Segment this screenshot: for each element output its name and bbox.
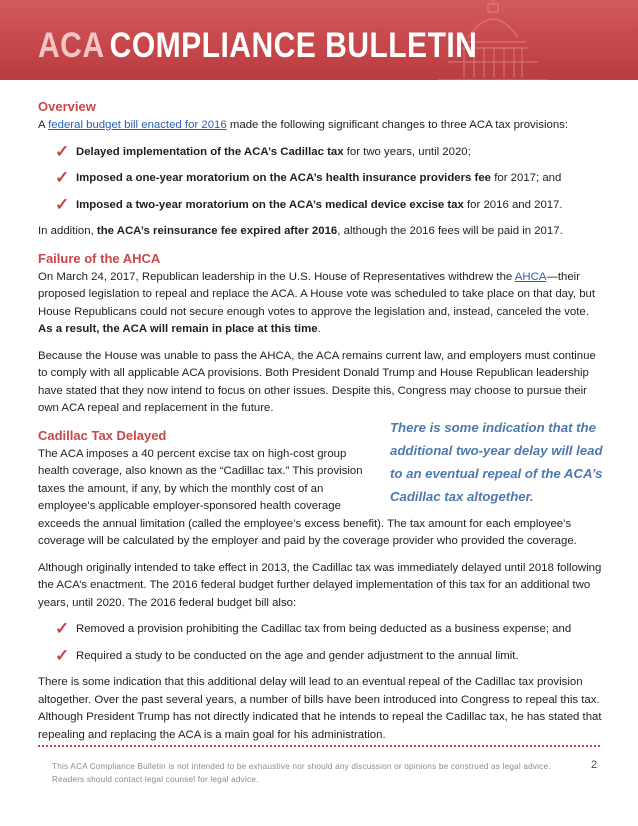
cadillac-paragraph-2: Although originally intended to take effect in 2013, the Cadillac tax was immediately delayed until 2018 following the ACA’s enactment. The 2016 federal budget further delayed implementation of this tax for an additional two years, until 2020. The 2016 federal budget bill also: — [38, 561, 602, 609]
overview-changes-list — [38, 141, 604, 215]
pull-quote: There is some indication that the additional two-year delay will lead to an eventual repeal of the ACA’s Cadillac tax altogether. — [390, 419, 603, 504]
check-icon: ✓ — [55, 194, 70, 214]
footer-divider — [38, 745, 600, 747]
check-icon: ✓ — [55, 619, 70, 638]
overview-heading: Overview — [38, 99, 96, 114]
budget-bill-list — [38, 621, 604, 665]
title-prefix: ACA — [38, 26, 105, 65]
budget-bill-link[interactable]: federal budget bill enacted for 2016 — [48, 119, 227, 131]
check-icon: ✓ — [55, 141, 70, 161]
failure-paragraph-2: Because the House was unable to pass the AHCA, the ACA remains current law, and employers must continue to comply with all applicable ACA provisions. Both President Donald Trump and House Republican leadership have stated that they now intend to focus on other issues. Despite this, Congress may choose to pursue their own ACA repeal and replacement in the future. — [38, 349, 596, 414]
overview-intro: A federal budget bill enacted for 2016 made the following significant changes to three ACA tax provisions: — [38, 119, 569, 131]
list-item: ✓ Imposed a two-year moratorium on the ACA’s medical device excise tax for 2016 and 2017. — [55, 194, 563, 214]
cadillac-heading: Cadillac Tax Delayed — [38, 427, 167, 443]
cadillac-section — [38, 419, 604, 516]
list-item: ✓ Delayed implementation of the ACA’s Cadillac tax for two years, until 2020; — [55, 141, 471, 161]
page-number: 2 — [591, 759, 598, 771]
title-rest: COMPLIANCE BULLETIN — [109, 26, 478, 65]
cadillac-intro-column — [38, 427, 378, 516]
list-item: ✓ Required a study to be conducted on the age and gender adjustment to the annual limit. — [55, 645, 519, 665]
check-icon: ✓ — [55, 645, 70, 665]
failure-paragraph-1: On March 24, 2017, Republican leadership in the U.S. House of Representatives withdrew the AHCA—their proposed legislation to repeal and replace the ACA. A House vote was scheduled to take place on that day, but House Republicans could not secure enough votes to approve the legislation and, instead, canceled the vote. As a result, the ACA will remain in place at this time. — [38, 270, 596, 335]
footer-disclaimer: This ACA Compliance Bulletin is not intended to be exhaustive nor should any discussion or opinions be construed as legal advice. Readers should contact legal counsel for legal advice. — [52, 762, 551, 784]
header-banner — [0, 0, 638, 80]
cadillac-paragraph-3: There is some indication that this additional delay will lead to an eventual repeal of the Cadillac tax provision altogether. Over the past several years, a number of bills have been introduced into Congress to repeal this tax. Although President Trump has not directly indicated that he intends to repeal the Cadillac tax, he has stated that repealing and replacing the ACA is a main goal for his administration. — [38, 676, 602, 741]
cadillac-paragraph-1: The ACA imposes a 40 percent excise tax on high-cost group health coverage, also known as the “Cadillac tax.” This provision taxes the amount, if any, by which the monthly cost of an employee's applicable employer-sponsored health coverage — [38, 447, 363, 512]
cadillac-paragraph-1-continued: exceeds the annual limitation (called the employee’s excess benefit). The tax amount for each employee’s coverage will be calculated by the employer and paid by the coverage provider who provided the coverage. — [38, 517, 577, 547]
bulletin-body — [38, 98, 604, 753]
check-icon: ✓ — [55, 168, 70, 187]
ahca-link[interactable]: AHCA — [514, 270, 547, 283]
bulletin-title — [38, 26, 477, 66]
list-item: ✓ Removed a provision prohibiting the Cadillac tax from being deducted as a business expense; and — [55, 619, 572, 638]
list-item: ✓ Imposed a one-year moratorium on the ACA’s health insurance providers fee for 2017; and — [55, 168, 562, 187]
overview-addition: In addition, the ACA’s reinsurance fee expired after 2016, although the 2016 fees will be paid in 2017. — [38, 225, 563, 237]
failure-heading: Failure of the AHCA — [38, 250, 161, 266]
